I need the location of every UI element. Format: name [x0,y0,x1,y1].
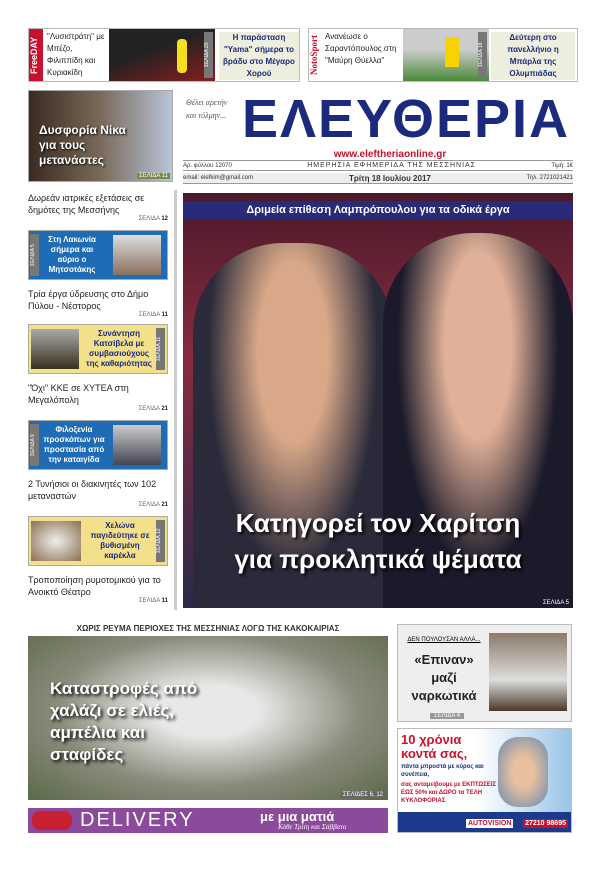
ad-sub: πάντα μπροστά με κύρος και συνέπεια, [401,764,484,778]
promo-box[interactable]: Συνάντηση Κατσίβελα με συμβασιούχους της καθαριότητας ΣΕΛΙΔΑ 11 [28,324,168,374]
drugs-kicker: ΔΕΝ ΠΟΥΛΟΥΣΑΝ ΑΛΛΑ... [407,637,481,643]
hail-story[interactable] [28,622,388,800]
promo-box[interactable]: Φιλοξενία προσκόπων για προστασία από την καταιγίδα ΣΕΛΙΔΑ 9 [28,420,168,470]
news-item[interactable]: Δωρεάν ιατρικές εξετάσεις σε δημότες της Μεσσήνης ΣΕΛΙΔΑ 12 [28,193,168,222]
meeting-photo [31,329,79,369]
ad-offer: σας ανταμείβουμε με ΕΚΠΤΩΣΕΙΣ ΕΩΣ 50% και ΔΩΡΟ τα ΤΕΛΗ ΚΥΚΛΟΦΟΡΙΑΣ [401,782,497,804]
website-link[interactable]: www.eleftheriaonline.gr [333,149,447,160]
masthead-subtitle: ΗΜΕΡΗΣΙΑ ΕΦΗΜΕΡΙΔΑ ΤΗΣ ΜΕΣΣΗΝΙΑΣ [307,162,477,169]
freeday-logo: FreeDAY [29,29,43,81]
main-headline: Κατηγορεί τον Χαρίτση για προκλητικά ψέματα [234,508,522,574]
turtle-photo [31,521,81,561]
politician-photo [113,235,161,275]
promo-text: Ανανέωσε ο Σαραντόπουλος στη "Μαύρη Θύελλα" [325,32,397,65]
masthead-row [183,173,573,184]
page-ref: ΣΕΛΙΔΕΣ 6, 12 [342,792,383,798]
promo-text: Δεύτερη στο πανελλήνιο η Μπάρλα της Ολυμπιάδας [491,32,575,80]
delivery-title: DELIVERY [80,809,195,831]
news-item[interactable]: "Όχι" ΚΚΕ σε ΧΥΤΕΑ στη Μεγαλόπολη ΣΕΛΙΔΑ 21 [28,383,168,412]
ad-phone: 27210 98695 [525,820,566,827]
page-ref: ΣΕΛΙΔΑ 4 [430,713,464,719]
issue-number: Αρ. φύλλου 12070 [183,162,232,169]
promo-box[interactable]: Χελώνα παγιδεύτηκε σε βυθισμένη καρέκλα ΣΕΛΙΔΑ 12 [28,516,168,566]
ad-people-photo [498,737,548,807]
promo-text: Η παράσταση "Yama" σήμερα το βράδυ στο Μέγαρο Χορού [219,32,299,80]
ad-headline: 10 χρόνια κοντά σας, [401,732,468,761]
delivery-banner[interactable] [28,808,388,833]
feature-headline: Δυσφορία Νίκα για τους μετανάστες [39,123,126,167]
page-ref: ΣΕΛΙΔΑ 18 [478,32,487,78]
page-ref: ΣΕΛΙΔΑ 5 [542,600,569,606]
column-divider [174,190,177,610]
email[interactable]: email: elefkim@gmail.com [183,175,254,181]
promo-box[interactable]: Στη Λακωνία σήμερα και αύριο ο Μητσοτάκης ΣΕΛΙΔΑ 5 [28,230,168,280]
football-photo [403,29,489,81]
dancer-photo [109,29,215,81]
masthead-motto: Θέλει αρετήν και τόλμην... [186,98,228,120]
promo-text: "Λυσιστράτη" με Μπέζο, Φιλιππίδη και Κυριακίδη [47,32,105,77]
scouts-photo [113,425,161,465]
main-kicker: Δριμεία επίθεση Λαμπρόπουλου για τα οδικά έργα [246,204,510,216]
kicker-bar [183,201,573,219]
drugs-photo [489,633,567,711]
page-ref: ΣΕΛΙΔΑ 11 [139,173,168,179]
masthead-title: ΕΛΕΥΘΕΡΙΑ [241,89,571,149]
price: Τιμή: 1€ [551,162,573,169]
feature-story[interactable] [28,90,173,182]
notosport-logo: NotoSport [309,35,319,75]
left-column [28,192,168,610]
hail-headline: Καταστροφές από χαλάζι σε ελιές, αμπέλια και σταφίδες [50,679,198,764]
autovision-logo: AUTOVISION [468,820,512,827]
autovision-ad[interactable] [397,728,572,833]
masthead-row [183,160,573,171]
hail-kicker: ΧΩΡΙΣ ΡΕΥΜΑ ΠΕΡΙΟΧΕΣ ΤΗΣ ΜΕΣΣΗΝΙΑΣ ΛΟΓΩ ΤΗΣ ΚΑΚΟΚΑΙΡΙΑΣ [28,622,388,636]
drugs-story[interactable] [397,624,572,722]
page-ref: ΣΕΛΙΔΑ 20 [204,32,213,78]
phone: Τηλ. 2721021421 [526,175,573,181]
notosport-promo[interactable] [308,28,578,82]
drugs-headline: «Επιναν» μαζί ναρκωτικά [411,652,477,703]
delivery-days: Κάθε Τρίτη και Σάββατο [278,823,347,831]
main-story[interactable] [183,193,573,608]
issue-date: Τρίτη 18 Ιουλίου 2017 [348,173,431,183]
news-item[interactable]: Τρία έργα ύδρευσης στο Δήμο Πύλου - Νέστορος ΣΕΛΙΔΑ 11 [28,289,168,318]
news-item[interactable]: Τροποποίηση ρυμοτομικού για το Ανοικτό Θέατρο ΣΕΛΙΔΑ 11 [28,575,168,604]
freeday-promo[interactable] [28,28,300,82]
news-item[interactable]: 2 Τυνήσιοι οι διακινητές των 102 μεταναστών ΣΕΛΙΔΑ 21 [28,479,168,508]
delivery-subtitle: με μια ματιά [260,809,335,824]
scooter-icon [32,811,72,830]
